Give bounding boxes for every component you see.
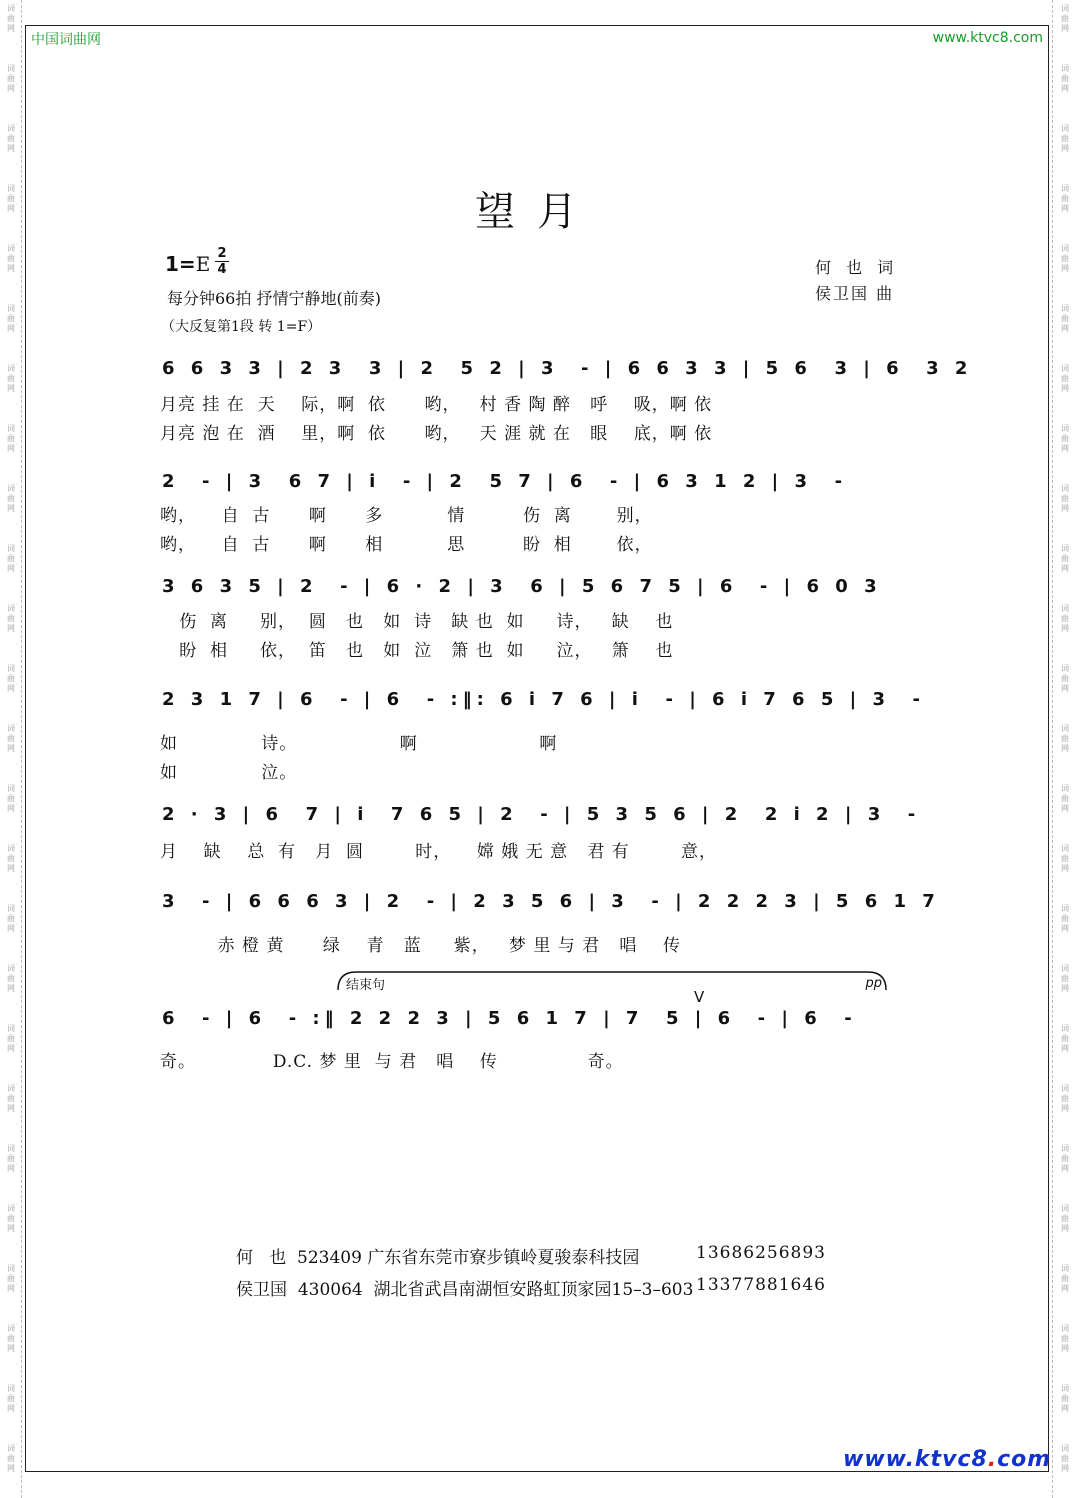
notation-system-3 xyxy=(158,570,898,610)
system-3-notation: 3 6 3 5 | 2 - | 6 · 2 | 3 6 | 5 6 7 5 | 6 - | 6 0 3 xyxy=(162,576,882,597)
notation-system-4 xyxy=(158,683,925,723)
watermark-glyph-group: 词 曲 网 xyxy=(1061,1264,1069,1293)
watermark-glyph-group: 词 曲 网 xyxy=(1061,904,1069,933)
watermark-glyph-group: 词 曲 网 xyxy=(7,364,15,393)
system-1-lyrics-verse-2: 月亮 泡 在 酒 里，啊 依 哟， 天 涯 就 在 眼 底，啊 依 xyxy=(160,424,713,444)
watermark-glyph-group: 词 曲 网 xyxy=(7,1024,15,1053)
watermark-glyph-group: 词 曲 网 xyxy=(7,1084,15,1113)
watermark-glyph-group: 词 曲 网 xyxy=(7,1144,15,1173)
watermark-glyph-group: 词 曲 网 xyxy=(1061,64,1069,93)
system-2-lyrics-verse-2: 哟， 自 古 啊 相 思 盼 相 依， xyxy=(160,535,653,555)
system-1-notation: 6 6 3 3 | 2 3 3 | 2 5 2 | 3 - | 6 6 3 3 | 5 6 3 | 6 3 2 xyxy=(162,358,973,379)
watermark-glyph-group: 词 曲 网 xyxy=(1061,964,1069,993)
contact-2-phone: 13377881646 xyxy=(696,1275,826,1295)
time-signature-top: 2 xyxy=(217,246,227,261)
coda-label: 结束句 xyxy=(346,978,386,993)
system-2-notation: 2 - | 3 6 7 | i - | 2 5 7 | 6 - | 6 3 1 2 | 3 - xyxy=(162,471,848,492)
contact-1-name: 何 也 xyxy=(236,1248,287,1268)
contact-2-address: 湖北省武昌南湖恒安路虹顶家园15–3–603 xyxy=(373,1280,694,1300)
system-6-lyrics: 赤 橙 黄 绿 青 蓝 紫， 梦 里 与 君 唱 传 xyxy=(160,936,681,956)
footer-logo[interactable] xyxy=(843,1447,1051,1472)
watermark-glyph-group: 词 曲 网 xyxy=(7,64,15,93)
site-url-right[interactable]: www.ktvc8.com xyxy=(932,30,1043,46)
watermark-glyph-group: 词 曲 网 xyxy=(7,964,15,993)
system-1-lyrics-verse-1: 月亮 挂 在 天 际，啊 依 哟， 村 香 陶 醉 呼 吸，啊 依 xyxy=(160,395,713,415)
watermark-glyph-group: 词 曲 网 xyxy=(1061,664,1069,693)
watermark-glyph-group: 词 曲 网 xyxy=(1061,304,1069,333)
watermark-glyph-group: 词 曲 网 xyxy=(1061,1324,1069,1353)
watermark-glyph-group: 词 曲 网 xyxy=(7,544,15,573)
footer-logo-tld: com xyxy=(997,1447,1052,1472)
watermark-glyph-group: 词 曲 网 xyxy=(7,484,15,513)
watermark-glyph-group: 词 曲 网 xyxy=(1061,1444,1069,1473)
system-3-lyrics-verse-2: 盼 相 依， 笛 也 如 泣 箫 也 如 泣， 箫 也 xyxy=(160,641,674,661)
breath-mark: V xyxy=(694,988,705,1006)
notation-system-2 xyxy=(158,465,898,505)
watermark-glyph-group: 词 曲 网 xyxy=(1061,724,1069,753)
watermark-glyph-group: 词 曲 网 xyxy=(7,304,15,333)
coda-bracket xyxy=(336,968,888,992)
notation-system-7 xyxy=(158,1002,898,1042)
watermark-glyph-group: 词 曲 网 xyxy=(1061,424,1069,453)
tempo-marking: 每分钟66拍 抒情宁静地(前奏) xyxy=(167,289,381,308)
contact-1-address: 广东省东莞市寮步镇岭夏骏泰科技园 xyxy=(367,1248,640,1268)
watermark-glyph-group: 词 曲 网 xyxy=(7,244,15,273)
watermark-glyph-group: 词 曲 网 xyxy=(7,1384,15,1413)
system-2-lyrics-verse-1: 哟， 自 古 啊 多 情 伤 离 别， xyxy=(160,506,653,526)
watermark-glyph-group: 词 曲 网 xyxy=(1061,484,1069,513)
watermark-glyph-group: 词 曲 网 xyxy=(1061,244,1069,273)
site-name-left[interactable]: 中国词曲网 xyxy=(31,32,101,48)
system-4-lyrics-verse-2: 如 泣。 xyxy=(160,763,298,783)
coda-bracket-line xyxy=(336,968,888,992)
song-title: 望月 xyxy=(475,189,599,235)
lyricist-credit: 何 也 词 xyxy=(815,258,899,277)
watermark-glyph-group: 词 曲 网 xyxy=(7,1444,15,1473)
watermark-glyph-group: 词 曲 网 xyxy=(1061,4,1069,33)
watermark-glyph-group: 词 曲 网 xyxy=(1061,604,1069,633)
watermark-glyph-group: 词 曲 网 xyxy=(7,844,15,873)
watermark-glyph-group: 词 曲 网 xyxy=(7,784,15,813)
watermark-glyph-group: 词 曲 网 xyxy=(7,604,15,633)
notation-system-1 xyxy=(158,352,973,392)
system-7-notation: 6 - | 6 - :‖ 2 2 2 3 | 5 6 1 7 | 7 5 | 6 - | 6 - xyxy=(162,1008,857,1029)
watermark-glyph-group: 词 曲 网 xyxy=(1061,1384,1069,1413)
contact-2-postcode: 430064 xyxy=(297,1280,363,1300)
watermark-glyph-group: 词 曲 网 xyxy=(7,124,15,153)
watermark-glyph-group: 词 曲 网 xyxy=(1061,364,1069,393)
notation-system-6 xyxy=(158,885,940,925)
system-5-lyrics: 月 缺 总 有 月 圆 时， 嫦 娥 无 意 君 有 意， xyxy=(160,842,717,862)
system-4-lyrics-verse-1: 如 诗。 啊 啊 xyxy=(160,734,558,754)
watermark-glyph-group: 词 曲 网 xyxy=(1061,184,1069,213)
system-5-notation: 2 · 3 | 6 7 | i 7 6 5 | 2 - | 5 3 5 6 | 2 2 i 2 | 3 - xyxy=(162,804,921,825)
footer-logo-main: www.ktvc8 xyxy=(843,1447,988,1472)
contact-row-1 xyxy=(236,1243,639,1268)
time-signature-bottom: 4 xyxy=(215,261,229,277)
key-signature xyxy=(165,252,210,276)
watermark-glyph-group: 词 曲 网 xyxy=(1061,544,1069,573)
watermark-glyph-group: 词 曲 网 xyxy=(1061,844,1069,873)
footer-logo-dot: . xyxy=(987,1447,998,1472)
dynamic-marking: pp xyxy=(865,976,882,991)
system-6-notation: 3 - | 6 6 6 3 | 2 - | 2 3 5 6 | 3 - | 2 2 2 3 | 5 6 1 7 xyxy=(162,891,940,912)
watermark-glyph-group: 词 曲 网 xyxy=(1061,1144,1069,1173)
watermark-glyph-group: 词 曲 网 xyxy=(7,724,15,753)
time-signature xyxy=(215,246,229,277)
repeat-note: （大反复第1段 转 1=F） xyxy=(161,319,322,335)
notation-system-5 xyxy=(158,798,921,838)
system-7-lyrics: 奇。 D.C. 梦 里 与 君 唱 传 奇。 xyxy=(160,1052,624,1072)
watermark-glyph-group: 词 曲 网 xyxy=(1061,784,1069,813)
watermark-glyph-group: 词 曲 网 xyxy=(7,424,15,453)
contact-row-2 xyxy=(236,1275,693,1300)
system-3-lyrics-verse-1: 伤 离 别， 圆 也 如 诗 缺 也 如 诗， 缺 也 xyxy=(160,612,674,632)
watermark-glyph-group: 词 曲 网 xyxy=(7,4,15,33)
contact-1-postcode: 523409 xyxy=(297,1248,362,1268)
contact-1-phone: 13686256893 xyxy=(696,1243,826,1263)
composer-credit: 侯卫国 曲 xyxy=(815,284,895,303)
key-label: 1= xyxy=(165,252,196,276)
system-4-notation: 2 3 1 7 | 6 - | 6 - :‖: 6 i 7 6 | i - | 6 i 7 6 5 | 3 - xyxy=(162,689,925,710)
watermark-glyph-group: 词 曲 网 xyxy=(1061,1024,1069,1053)
watermark-glyph-group: 词 曲 网 xyxy=(1061,124,1069,153)
watermark-glyph-group: 词 曲 网 xyxy=(1061,1204,1069,1233)
watermark-glyph-group: 词 曲 网 xyxy=(7,1204,15,1233)
key-tone: E xyxy=(195,252,211,276)
watermark-glyph-group: 词 曲 网 xyxy=(7,1324,15,1353)
watermark-glyph-group: 词 曲 网 xyxy=(7,1264,15,1293)
watermark-glyph-group: 词 曲 网 xyxy=(1061,1084,1069,1113)
contact-2-name: 侯卫国 xyxy=(236,1280,287,1300)
watermark-glyph-group: 词 曲 网 xyxy=(7,184,15,213)
watermark-glyph-group: 词 曲 网 xyxy=(7,664,15,693)
watermark-glyph-group: 词 曲 网 xyxy=(7,904,15,933)
